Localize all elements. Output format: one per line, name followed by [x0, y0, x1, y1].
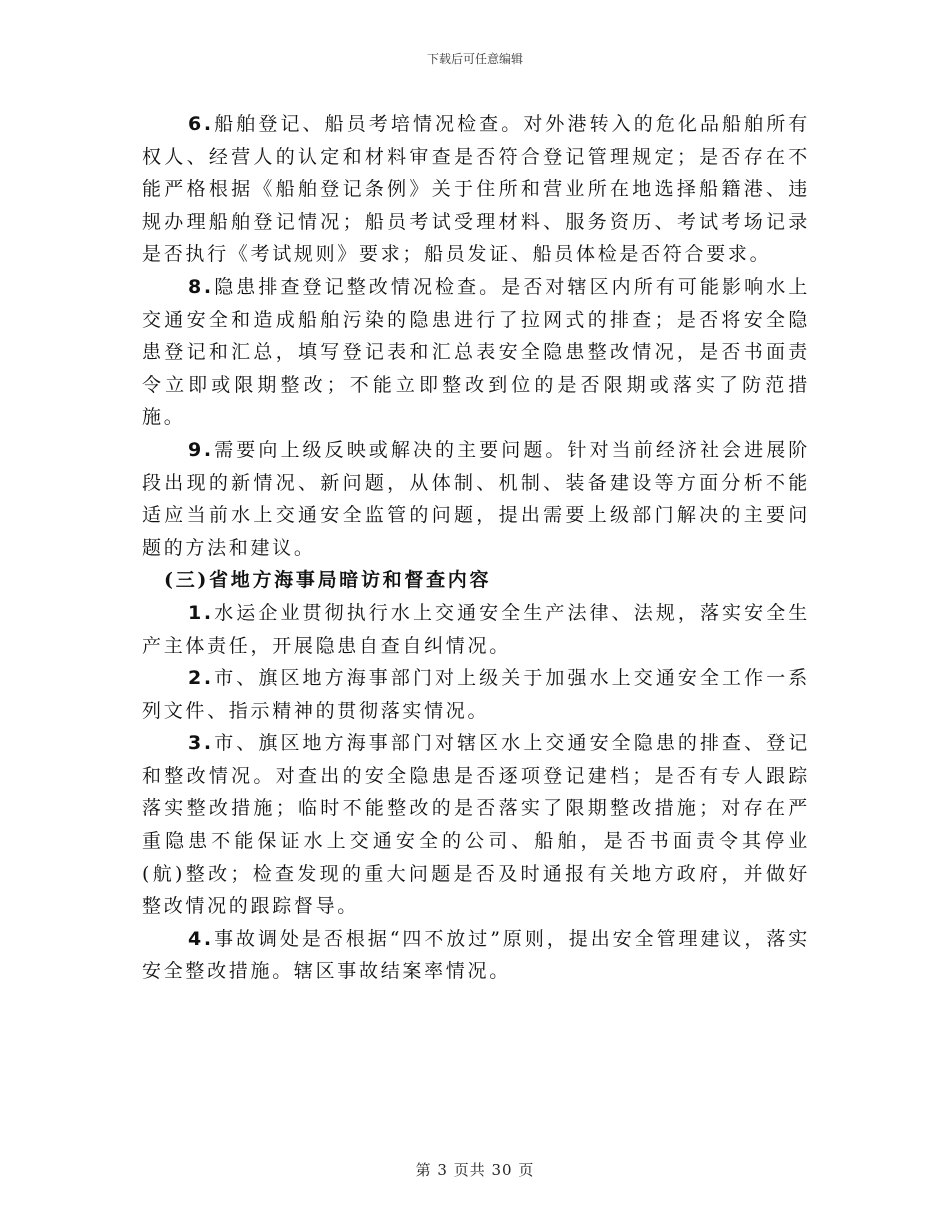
paragraph-text: 隐患排查登记整改情况检查。是否对辖区内所有可能影响水上交通安全和造成船舶污染的隐患进行了拉网式的排查；是否将安全隐患登记和汇总，填写登记表和汇总表安全隐患整改情况，是否书面责令立即或限期整改；不能立即整改到位的是否限期或落实了防范措施。 — [142, 275, 810, 429]
paragraph-8 — [142, 271, 810, 434]
item-number: 6. — [188, 113, 214, 135]
item-number: 4. — [188, 927, 214, 950]
section-title: (三)省地方海事局暗访和督查内容 — [164, 569, 492, 592]
item-number: 2. — [188, 667, 214, 690]
page-header: 下载后可任意编辑 — [426, 52, 523, 66]
paragraph-text: 市、旗区地方海事部门对辖区水上交通安全隐患的排查、登记和整改情况。对查出的安全隐患是否逐项登记建档；是否有专人跟踪落实整改措施；临时不能整改的是否落实了限期整改措施；对存在严重隐患不能保证水上交通安全的公司、船舶，是否书面责令其停业(航)整改；检查发现的重大问题是否及时通报有关地方政府，并做好整改情况的跟踪督导。 — [142, 732, 810, 918]
document-body — [142, 108, 810, 988]
item-number: 8. — [188, 275, 214, 298]
section-item-3 — [142, 727, 810, 923]
section-item-2 — [142, 662, 810, 727]
paragraph-6 — [142, 108, 810, 271]
paragraph-text: 需要向上级反映或解决的主要问题。针对当前经济社会进展阶段出现的新情况、新问题，从体制、机制、装备建设等方面分析不能适应当前水上交通安全监管的问题，提出需要上级部门解决的主要问题的方法和建议。 — [142, 438, 810, 559]
paragraph-text: 水运企业贯彻执行水上交通安全生产法律、法规，落实安全生产主体责任，开展隐患自查自纠情况。 — [142, 601, 810, 657]
paragraph-text: 船舶登记、船员考培情况检查。对外港转入的危化品船舶所有权人、经营人的认定和材料审查是否符合登记管理规定；是否存在不能严格根据《船舶登记条例》关于住所和营业所在地选择船籍港、违规办理船舶登记情况；船员考试受理材料、服务资历、考试考场记录是否执行《考试规则》要求；船员发证、船员体检是否符合要求。 — [142, 113, 810, 266]
item-number: 1. — [188, 601, 214, 624]
section-item-4 — [142, 923, 810, 988]
item-number: 3. — [188, 732, 214, 755]
item-number: 9. — [188, 438, 214, 461]
paragraph-9 — [142, 434, 810, 564]
section-item-1 — [142, 597, 810, 662]
page-footer: 第 3 页共 30 页 — [415, 1161, 535, 1179]
paragraph-text: 事故调处是否根据“四不放过”原则，提出安全管理建议，落实安全整改措施。辖区事故结案率情况。 — [142, 927, 810, 983]
paragraph-text: 市、旗区地方海事部门对上级关于加强水上交通安全工作一系列文件、指示精神的贯彻落实情况。 — [142, 667, 810, 722]
